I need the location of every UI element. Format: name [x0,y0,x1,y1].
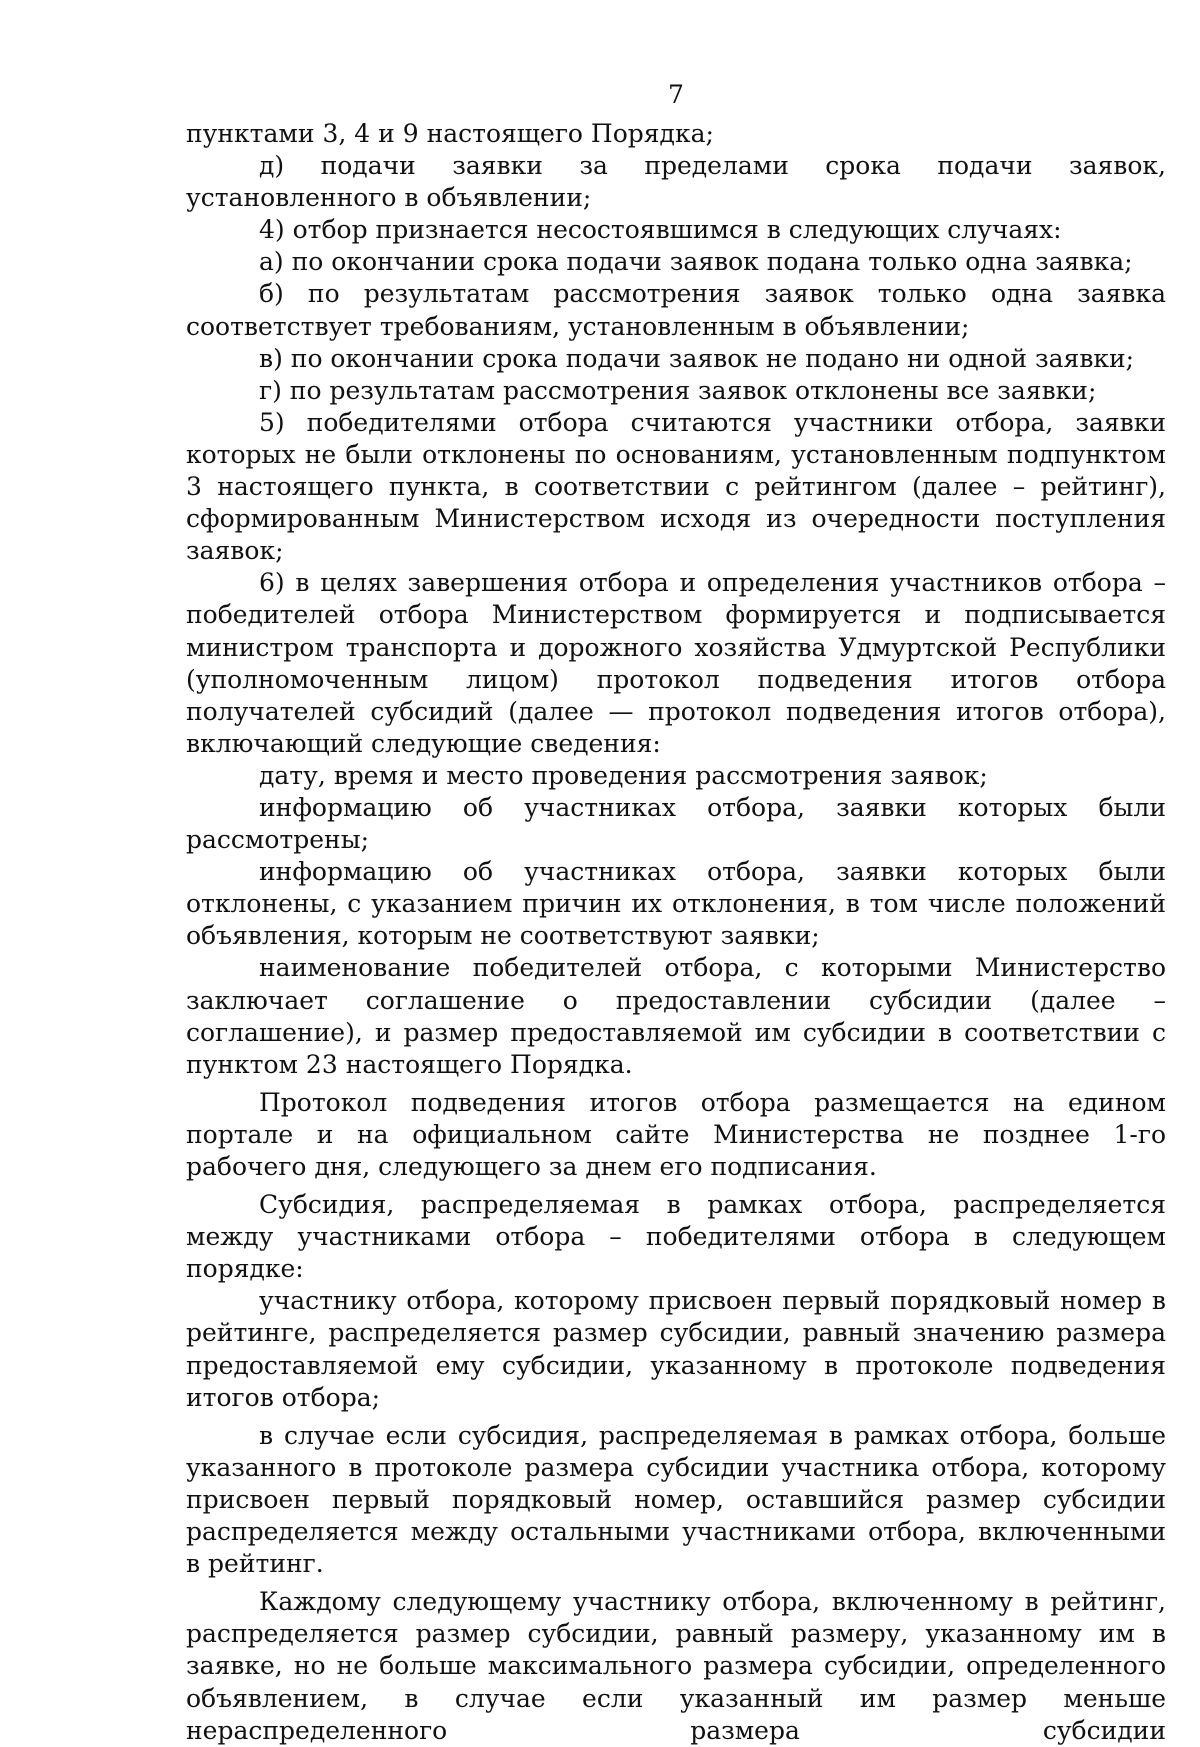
paragraph: в случае если субсидия, распределяемая в рамках отбора, больше указанного в протоколе размера субсидии участника отбора, которому присвоен первый порядковый номер, оставшийся размер субсидии распределяется между остальными участниками отбора, включенными в рейтинг. [186,1420,1166,1579]
paragraph: в) по окончании срока подачи заявок не подано ни одной заявки; [259,343,1135,373]
paragraph: участнику отбора, которому присвоен первый порядковый номер в рейтинге, распределяется размер субсидии, равный значению размера предоставляемой ему субсидии, указанному в протоколе подведения итогов отбора; [186,1286,1166,1412]
page-number: 7 [668,80,684,109]
paragraph: б) по результатам рассмотрения заявок только одна заявка соответствует требованиям, установленным в объявлении; [186,279,1166,341]
paragraph: 4) отбор признается несостоявшимся в следующих случаях: [259,215,1062,245]
paragraph: 5) победителями отбора считаются участники отбора, заявки которых не были отклонены по основаниям, установленным подпунктом 3 настоящего пункта, в соответствии с рейтингом (далее – рейтинг), сформированным Министерством исходя из очередности поступления заявок; [186,407,1166,566]
paragraph: а) по окончании срока подачи заявок подана только одна заявка; [259,247,1133,277]
paragraph: информацию об участниках отбора, заявки которых были отклонены, с указанием причин их отклонения, в том числе положений объявления, которым не соответствуют заявки; [186,857,1166,951]
document-body [186,118,1166,1747]
paragraph: Каждому следующему участнику отбора, включенному в рейтинг, распределяется размер субсидии, равный размеру, указанному им в заявке, но не больше максимального размера субсидии, определенного объявлением, в случае если указанный им размер меньше нераспределенного размера субсидии [186,1587,1166,1745]
paragraph: д) подачи заявки за пределами срока подачи заявок, установленного в объявлении; [186,151,1166,213]
paragraph: наименование победителей отбора, с которыми Министерство заключает соглашение о предоставлении субсидии (далее – соглашение), и размер предоставляемой им субсидии в соответствии с пунктом 23 настоящего Порядка. [186,953,1166,1079]
paragraph: дату, время и место проведения рассмотрения заявок; [259,760,988,790]
paragraph: Протокол подведения итогов отбора размещается на едином портале и на официальном сайте Министерства не позднее 1-го рабочего дня, следующего за днем его подписания. [186,1087,1166,1181]
paragraph: г) по результатам рассмотрения заявок отклонены все заявки; [259,375,1097,405]
paragraph: информацию об участниках отбора, заявки которых были рассмотрены; [186,792,1166,855]
paragraph: Субсидия, распределяемая в рамках отбора, распределяется между участниками отбора – победителями отбора в следующем порядке: [186,1190,1166,1284]
paragraph: 6) в целях завершения отбора и определения участников отбора – победителей отбора Министерством формируется и подписывается министром транспорта и дорожного хозяйства Удмуртской Республики (уполномоченным лицом) протокол подведения итогов отбора получателей субсидий (далее — протокол подведения итогов отбора), включающий следующие сведения: [186,568,1166,758]
paragraph: пунктами 3, 4 и 9 настоящего Порядка; [186,119,714,148]
